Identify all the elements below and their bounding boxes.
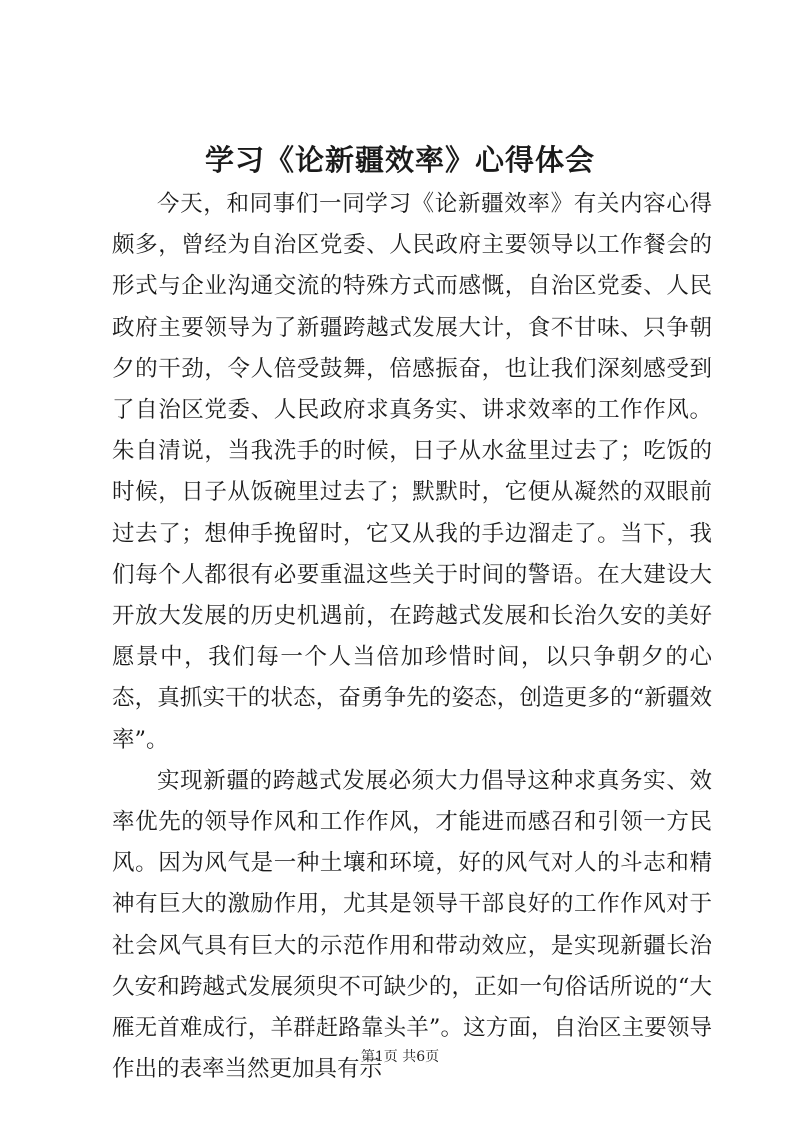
paragraph-2: 实现新疆的跨越式发展必须大力倡导这种求真务实、效率优先的领导作风和工作作风，才能进而感召和引领一方民风。因为风气是一种土壤和环境，好的风气对人的斗志和精神有巨大的激励作用，尤其是领导干部良好的工作作风对于社会风气具有巨大的示范作用和带动效应，是实现新疆长治久安和跨越式发展须臾不可缺少的，正如一句俗话所说的“大雁无首难成行，羊群赶路靠头羊”。这方面，自治区主要领导作出的表率当然更加具有示 [112, 767, 712, 1083]
document-title: 学习《论新疆效率》心得体会 [204, 143, 595, 177]
paragraph-1: 今天，和同事们一同学习《论新疆效率》有关内容心得颇多，曾经为自治区党委、人民政府主要领导以工作餐会的形式与企业沟通交流的特殊方式而感慨，自治区党委、人民政府主要领导为了新疆跨越式发展大计，食不甘味、只争朝夕的干劲，令人倍受鼓舞，倍感振奋，也让我们深刻感受到了自治区党委、人民政府求真务实、讲求效率的工作作风。朱自清说，当我洗手的时候，日子从水盆里过去了；吃饭的时候，日子从饭碗里过去了；默默时，它便从凝然的双眼前过去了；想伸手挽留时，它又从我的手边溜走了。当下，我们每个人都很有必要重温这些关于时间的警语。在大建设大开放大发展的历史机遇前，在跨越式发展和长治久安的美好愿景中，我们每一个人当倍加珍惜时间，以只争朝夕的心态，真抓实干的状态，奋勇争先的姿态，创造更多的“新疆效率”。 [112, 191, 712, 753]
page-footer: 第1页 共6页 [360, 1049, 440, 1065]
document-body [112, 184, 712, 1090]
